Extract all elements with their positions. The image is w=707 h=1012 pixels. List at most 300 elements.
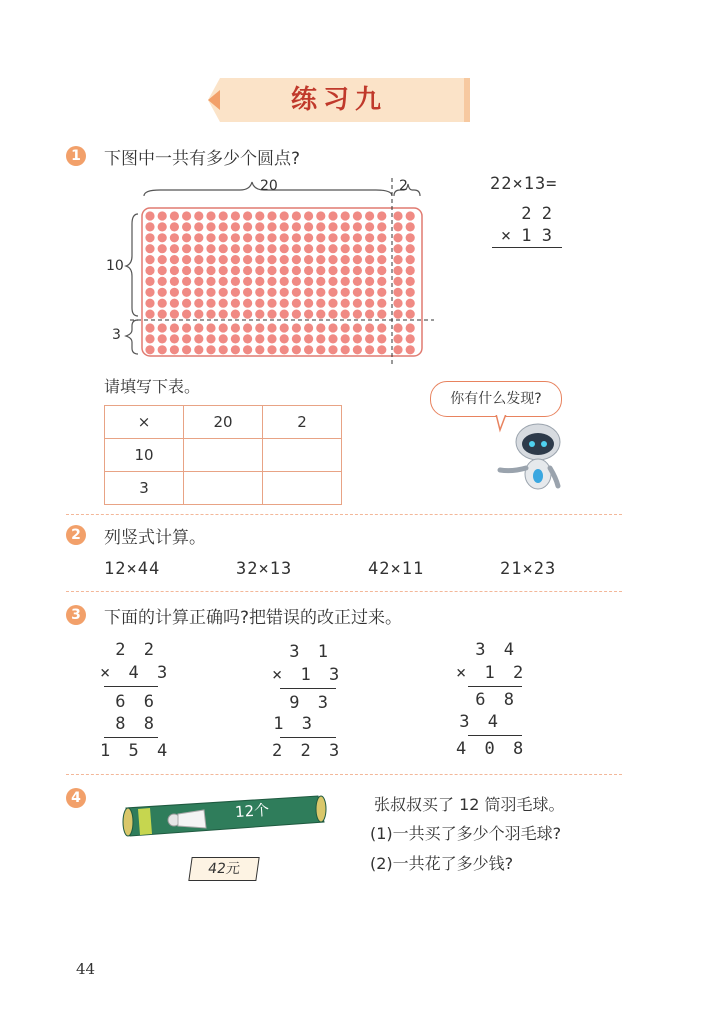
grid-dot [194,255,203,264]
grid-dot [304,266,313,275]
grid-dot [182,345,191,354]
grid-dot [243,277,252,286]
grid-dot [280,266,289,275]
question-number-1: 1 [66,146,86,166]
grid-dot [219,277,228,286]
grid-dot [292,323,301,332]
grid-dot [255,288,264,297]
grid-dot [304,310,313,319]
grid-dot [292,244,301,253]
grid-dot [255,334,264,343]
grid-dot [393,310,402,319]
grid-dot [182,277,191,286]
grid-dot [365,255,374,264]
grid-dot [341,266,350,275]
grid-dot [341,222,350,231]
table-input-cell[interactable] [263,472,342,505]
grid-dot [194,334,203,343]
grid-dot [377,299,386,308]
multiplicand: 2 2 [115,640,158,660]
grid-dot [182,323,191,332]
grid-dot [243,211,252,220]
grid-dot [158,222,167,231]
grid-dot [280,244,289,253]
table-input-cell[interactable] [184,472,263,505]
grid-dot [255,310,264,319]
grid-dot [255,211,264,220]
grid-dot [393,211,402,220]
result: 1 5 4 [100,741,172,761]
grid-dot [316,266,325,275]
grid-dot [243,222,252,231]
grid-dot [206,233,215,242]
grid-dot [255,323,264,332]
grid-dot [231,255,240,264]
question-2-text: 列竖式计算。 [104,528,206,548]
grid-dot [341,288,350,297]
grid-dot [280,345,289,354]
grid-dot [267,233,276,242]
grid-dot [304,255,313,264]
question-number-3: 3 [66,605,86,625]
grid-dot [304,233,313,242]
grid-dot [292,299,301,308]
grid-dot [170,299,179,308]
grid-dot [267,345,276,354]
grid-dot [328,334,337,343]
grid-dot [267,266,276,275]
grid-dot [194,277,203,286]
grid-dot [365,277,374,286]
grid-dot [255,277,264,286]
grid-dot [194,299,203,308]
grid-dot [170,233,179,242]
grid-dot [393,288,402,297]
grid-dot [393,255,402,264]
grid-dot [267,288,276,297]
label-2: 2 [399,178,408,194]
grid-dot [243,244,252,253]
grid-dot [353,310,362,319]
grid-dot [158,266,167,275]
grid-dot [377,211,386,220]
table-row [105,439,342,472]
grid-dot [280,255,289,264]
grid-dot [393,277,402,286]
grid-dot [328,255,337,264]
grid-dot [206,244,215,253]
fill-table-prompt: 请填写下表。 [104,377,201,396]
partial-1: 9 3 [289,693,332,713]
grid-dot [406,222,415,231]
grid-dot [406,266,415,275]
grid-dot [377,222,386,231]
grid-dot [406,244,415,253]
grid-dot [182,310,191,319]
grid-dot [353,288,362,297]
grid-dot [377,255,386,264]
grid-dot [219,345,228,354]
grid-dot [365,345,374,354]
multiplicand: 3 4 [475,640,518,660]
partial-2: 1 3 [273,714,316,734]
question-4-sub-1: (1)一共买了多少个羽毛球? [370,824,562,843]
table-cell: 2 [263,406,342,439]
grid-dot [353,244,362,253]
grid-dot [316,233,325,242]
grid-dot [377,244,386,253]
label-20: 20 [260,178,278,194]
grid-dot [406,288,415,297]
q2-problem: 32×13 [236,559,293,579]
grid-dot [170,211,179,220]
grid-dot [231,345,240,354]
partial-2: 8 8 [115,714,158,734]
grid-dot [255,233,264,242]
grid-dot [292,345,301,354]
grid-dot [406,277,415,286]
grid-dot [255,244,264,253]
partial-2: 3 4 [459,712,502,732]
grid-dot [365,334,374,343]
grid-dot [406,211,415,220]
grid-dot [243,233,252,242]
grid-dot [158,310,167,319]
grid-dot [304,334,313,343]
grid-dot [170,323,179,332]
grid-dot [231,233,240,242]
multiplicand: 3 1 [289,642,332,662]
grid-dot [145,299,154,308]
grid-dot [280,334,289,343]
grid-dot [231,244,240,253]
grid-dot [219,244,228,253]
section-divider [66,774,622,775]
multiplier: × 4 3 [100,663,172,683]
grid-dot [328,222,337,231]
grid-dot [255,299,264,308]
grid-dot [145,277,154,286]
grid-dot [292,233,301,242]
grid-dot [316,244,325,253]
grid-dot [206,277,215,286]
robot-icon [486,412,566,492]
grid-dot [377,310,386,319]
grid-dot [292,222,301,231]
grid-dot [145,211,154,220]
grid-dot [182,211,191,220]
grid-dot [231,211,240,220]
grid-dot [243,255,252,264]
result: 4 0 8 [456,739,528,759]
table-cell: 10 [105,439,184,472]
grid-dot [194,310,203,319]
grid-dot [194,244,203,253]
grid-dot [328,266,337,275]
grid-dot [341,211,350,220]
grid-dot [206,288,215,297]
grid-dot [365,323,374,332]
question-number-2: 2 [66,525,86,545]
grid-dot [292,255,301,264]
grid-dot [158,334,167,343]
grid-dot [243,345,252,354]
section-divider [66,514,622,515]
grid-dot [219,323,228,332]
grid-dot [304,222,313,231]
grid-dot [406,323,415,332]
grid-dot [267,244,276,253]
grid-dot [145,288,154,297]
fill-table [104,405,342,505]
grid-dot [406,334,415,343]
grid-dot [341,345,350,354]
grid-dot [231,299,240,308]
question-number-4: 4 [66,788,86,808]
partial-1: 6 6 [115,692,158,712]
grid-dot [243,323,252,332]
grid-dot [170,222,179,231]
calc-line-2: × 1 3 [500,226,552,246]
grid-dot [365,310,374,319]
grid-dot [393,334,402,343]
grid-dot [292,266,301,275]
grid-dot [267,222,276,231]
grid-dot [353,299,362,308]
grid-dot [145,244,154,253]
grid-dot [341,299,350,308]
grid-dot [328,288,337,297]
grid-dot [145,255,154,264]
question-3-text: 下面的计算正确吗?把错误的改正过来。 [104,608,403,628]
grid-dot [353,233,362,242]
grid-dot [341,277,350,286]
grid-dot [393,266,402,275]
grid-dot [182,222,191,231]
grid-dot [377,288,386,297]
grid-dot [219,211,228,220]
grid-dot [194,345,203,354]
grid-dot [353,222,362,231]
grid-dot [158,277,167,286]
table-cell: × [105,406,184,439]
grid-dot [341,323,350,332]
grid-dot [267,310,276,319]
grid-dot [393,299,402,308]
grid-dot [170,266,179,275]
grid-dot [145,266,154,275]
grid-dot [231,277,240,286]
grid-dot [328,345,337,354]
grid-dot [328,211,337,220]
grid-dot [194,233,203,242]
question-4-text: 张叔叔买了 12 筒羽毛球。 [374,795,565,814]
grid-dot [365,266,374,275]
dot-grid-diagram [100,170,440,370]
grid-dot [341,310,350,319]
calc-equation: 22×13= [490,174,558,194]
question-4-sub-2: (2)一共花了多少钱? [370,854,514,873]
grid-dot [170,277,179,286]
grid-dot [267,323,276,332]
grid-dot [365,222,374,231]
grid-dot [393,233,402,242]
table-cell: 3 [105,472,184,505]
grid-dot [304,211,313,220]
label-10: 10 [106,258,124,274]
q2-problem: 12×44 [104,559,161,579]
price-tag: 42元 [188,857,259,881]
grid-dot [158,323,167,332]
grid-dot [231,310,240,319]
grid-dot [231,334,240,343]
grid-dot [292,211,301,220]
grid-dot [206,323,215,332]
grid-dot [231,222,240,231]
grid-dot [145,334,154,343]
grid-dot [145,222,154,231]
grid-dot [304,244,313,253]
grid-dot [304,299,313,308]
grid-dot [206,299,215,308]
grid-dot [393,323,402,332]
grid-dot [182,288,191,297]
grid-dot [377,266,386,275]
table-input-cell[interactable] [184,439,263,472]
page-title: 练习九 [290,85,387,115]
grid-dot [219,299,228,308]
grid-dot [393,222,402,231]
grid-dot [377,277,386,286]
grid-dot [170,255,179,264]
grid-dot [170,310,179,319]
grid-dot [292,334,301,343]
grid-dot [219,266,228,275]
grid-dot [377,233,386,242]
grid-dot [182,244,191,253]
grid-dot [182,255,191,264]
grid-dot [365,299,374,308]
grid-dot [292,310,301,319]
multiplier: × 1 2 [456,663,528,683]
grid-dot [158,211,167,220]
grid-dot [316,345,325,354]
grid-dot [231,266,240,275]
grid-dot [280,222,289,231]
grid-dot [316,288,325,297]
grid-dot [158,299,167,308]
grid-dot [365,233,374,242]
grid-dot [219,288,228,297]
grid-dot [182,299,191,308]
grid-dot [328,233,337,242]
grid-dot [328,299,337,308]
grid-dot [280,277,289,286]
grid-dot [393,345,402,354]
calc-underline [492,247,562,248]
grid-dot [194,211,203,220]
grid-dot [243,310,252,319]
grid-dot [231,288,240,297]
grid-dot [280,323,289,332]
grid-dot [182,266,191,275]
grid-dot [206,222,215,231]
grid-dot [206,211,215,220]
grid-dot [353,345,362,354]
grid-dot [304,288,313,297]
table-header-row [105,406,342,439]
grid-dot [267,255,276,264]
grid-dot [353,323,362,332]
grid-dot [145,323,154,332]
grid-dot [304,277,313,286]
grid-dot [267,277,276,286]
grid-dot [365,244,374,253]
grid-dot [243,266,252,275]
grid-dot [206,345,215,354]
grid-dot [353,334,362,343]
grid-dot [328,310,337,319]
speech-bubble: 你有什么发现? [430,381,562,417]
grid-dot [393,244,402,253]
grid-dot [328,277,337,286]
grid-dot [316,310,325,319]
grid-dot [219,255,228,264]
grid-dot [194,266,203,275]
grid-dot [316,255,325,264]
grid-dot [219,222,228,231]
grid-dot [267,299,276,308]
section-divider [66,591,622,592]
grid-dot [377,345,386,354]
grid-dot [194,323,203,332]
grid-dot [219,310,228,319]
grid-dot [353,266,362,275]
grid-dot [406,310,415,319]
grid-dot [206,266,215,275]
q2-problem: 42×11 [368,559,425,579]
grid-dot [316,277,325,286]
grid-dot [170,334,179,343]
grid-dot [231,323,240,332]
grid-dot [328,323,337,332]
grid-dot [158,345,167,354]
grid-dot [341,334,350,343]
grid-dot [353,211,362,220]
grid-dot [406,255,415,264]
grid-dot [206,310,215,319]
result: 2 2 3 [272,741,344,761]
grid-dot [341,233,350,242]
grid-dot [255,266,264,275]
table-input-cell[interactable] [263,439,342,472]
grid-dot [316,211,325,220]
grid-dot [267,334,276,343]
grid-dot [280,288,289,297]
grid-dot [182,233,191,242]
label-3: 3 [112,327,121,343]
grid-dot [353,255,362,264]
grid-dot [406,345,415,354]
grid-dot [316,299,325,308]
grid-dot [206,255,215,264]
grid-dot [316,222,325,231]
brace-side-3 [126,320,138,354]
partial-1: 6 8 [475,690,518,710]
grid-dot [194,222,203,231]
grid-dot [145,345,154,354]
grid-dot [365,288,374,297]
